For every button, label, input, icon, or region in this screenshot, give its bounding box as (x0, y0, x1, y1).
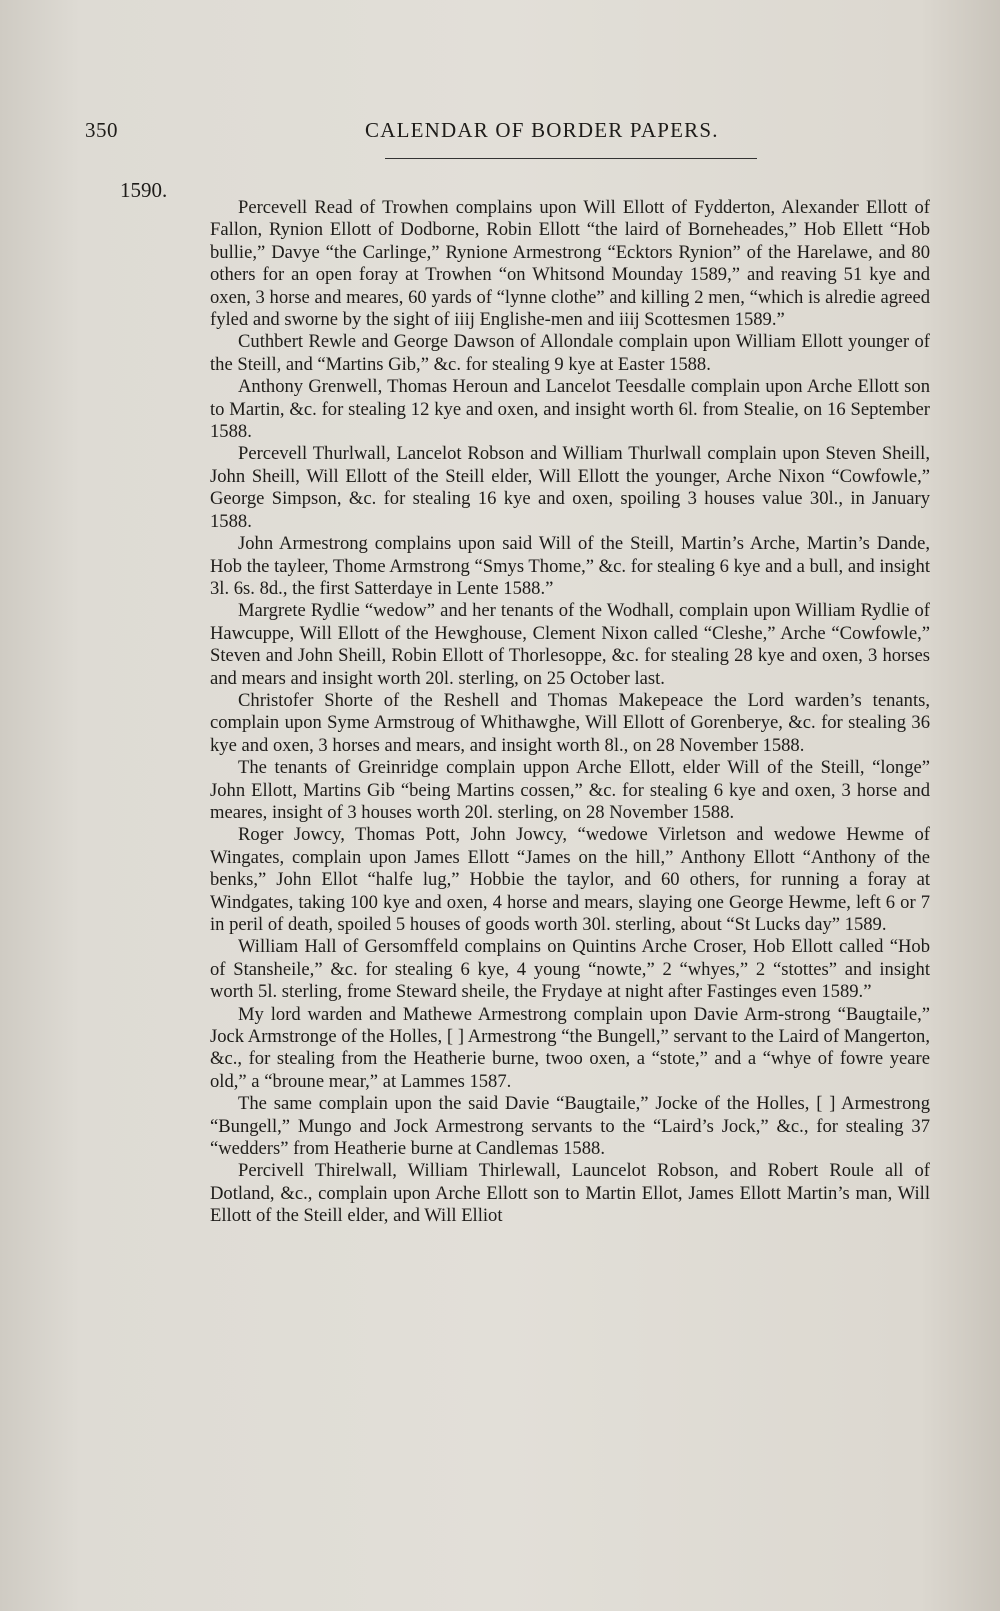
entry-paragraph: Percevell Read of Trowhen complains upon Will Ellott of Fydderton, Alexander Ellott of Fallon, Rynion Ellott of Dodborne, Robin Ellott “the laird of Borneheades,” Hob Ellett “Hob bullie,” Davye “the Carlinge,” Rynione Armestrong “Ecktors Rynion” of the Harelawe, and 80 others for an open foray at Trowhen “on Whitsond Mounday 1589,” and reaving 51 kye and oxen, 3 horse and meares, 60 yards of “lynne clothe” and killing 2 men, “which is alredie agreed fyled and sworne by the sight of iiij Englishe-men and iiij Scottesmen 1589.” (210, 197, 930, 331)
entry-paragraph: Margrete Rydlie “wedow” and her tenants of the Wodhall, complain upon William Rydlie of Hawcuppe, Will Ellott of the Hewghouse, Clement Nixon called “Cleshe,” Arche “Cowfowle,” Steven and John Sheill, Robin Ellott of Thorlesoppe, &c. for stealing 28 kye and oxen, 3 horses and mears and insight worth 20l. sterling, on 25 October last. (210, 600, 930, 689)
year-heading: 1590. (120, 178, 168, 202)
running-title: CALENDAR OF BORDER PAPERS. (365, 118, 719, 142)
entries-body (210, 197, 930, 1228)
entry-paragraph: John Armestrong complains upon said Will of the Steill, Martin’s Arche, Martin’s Dande, Hob the tayleer, Thome Armstrong “Smys Thome,” &c. for stealing 6 kye and a bull, and insight 3l. 6s. 8d., the first Satterdaye in Lente 1588.” (210, 533, 930, 599)
entry-paragraph: Roger Jowcy, Thomas Pott, John Jowcy, “wedowe Virletson and wedowe Hewme of Wingates, complain upon James Ellott “James on the hill,” Anthony Ellott “Anthony of the benks,” John Ellot “halfe lug,” Hobbie the taylor, and 60 others, for running a foray at Windgates, taking 100 kye and oxen, 4 horse and mears, slaying one George Hewme, left 6 or 7 in peril of death, spoiled 5 houses of goods worth 30l. sterling, about “St Lucks day” 1589. (210, 824, 930, 935)
header-rule (385, 158, 757, 159)
entry-paragraph: William Hall of Gersomffeld complains on Quintins Arche Croser, Hob Ellott called “Hob of Stansheile,” &c. for stealing 6 kye, 4 young “nowte,” 2 “whyes,” 2 “stottes” and insight worth 5l. sterling, frome Steward sheile, the Frydaye at night after Fastinges even 1589.” (210, 936, 930, 1003)
entry-paragraph: Anthony Grenwell, Thomas Heroun and Lancelot Teesdalle complain upon Arche Ellott son to Martin, &c. for stealing 12 kye and oxen, and insight worth 6l. from Stealie, on 16 September 1588. (210, 376, 930, 443)
entry-paragraph: Christofer Shorte of the Reshell and Thomas Makepeace the Lord warden’s tenants, complain upon Syme Armstroug of Whithawghe, Will Ellott of Gorenberye, &c. for stealing 36 kye and oxen, 3 horses and mears, and insight worth 8l., on 28 November 1588. (210, 689, 930, 756)
entry-paragraph: Cuthbert Rewle and George Dawson of Allondale complain upon William Ellott younger of the Steill, and “Martins Gib,” &c. for stealing 9 kye at Easter 1588. (210, 331, 930, 375)
entry-paragraph: The tenants of Greinridge complain uppon Arche Ellott, elder Will of the Steill, “longe” John Ellott, Martins Gib “being Martins cossen,” &c. for stealing 6 kye and oxen, 3 horse and meares, insight of 3 houses worth 20l. sterling, on 28 November 1588. (210, 757, 930, 823)
entry-paragraph: The same complain upon the said Davie “Baugtaile,” Jocke of the Holles, [ ] Armestrong “Bungell,” Mungo and Jock Armestrong servants to the “Laird’s Jock,” &c., for stealing 37 “wedders” from Heatherie burne at Candlemas 1588. (210, 1093, 930, 1160)
entry-paragraph: Percevell Thurlwall, Lancelot Robson and William Thurlwall complain upon Steven Sheill, John Sheill, Will Ellott of the Steill elder, Will Ellott the younger, Arche Nixon “Cowfowle,” George Simpson, &c. for stealing 16 kye and oxen, spoiling 3 houses value 30l., in January 1588. (210, 443, 930, 532)
entry-paragraph: Percivell Thirelwall, William Thirlewall, Launcelot Robson, and Robert Roule all of Dotland, &c., complain upon Arche Ellott son to Martin Ellot, James Ellott Martin’s man, Will Ellott of the Steill elder, and Will Elliot (210, 1160, 930, 1227)
page-number: 350 (85, 118, 118, 142)
entry-paragraph: My lord warden and Mathewe Armestrong complain upon Davie Arm-strong “Baugtaile,” Jock Armstronge of the Holles, [ ] Armestrong “the Bungell,” servant to the Laird of Mangerton, &c., for stealing from the Heatherie burne, twoo oxen, a “stote,” and a “whye of fowre yeare old,” a “broune mear,” at Lammes 1587. (210, 1003, 930, 1092)
